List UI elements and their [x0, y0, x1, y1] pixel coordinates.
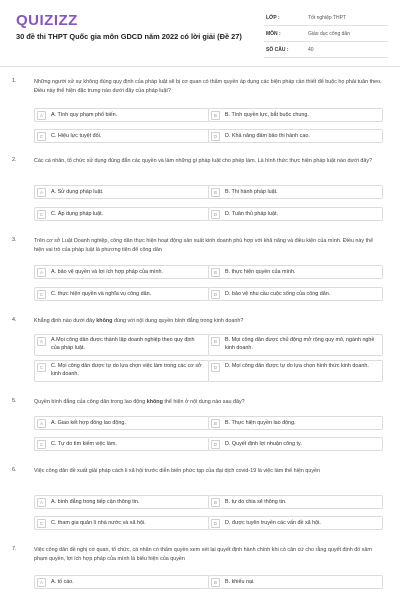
option-text: D. Mọi công dân được tự do lựa chọn hình thức kinh doanh.: [225, 363, 369, 369]
option-b[interactable]: [208, 108, 383, 122]
option-c[interactable]: [34, 207, 209, 221]
option-text: C. Áp dụng pháp luật.: [51, 211, 104, 217]
option-a[interactable]: [34, 495, 209, 509]
option-a[interactable]: [34, 185, 209, 199]
option-c[interactable]: [34, 360, 209, 382]
option-c[interactable]: [34, 437, 209, 451]
option-letter-box: B: [211, 498, 220, 507]
option-text: C. thực hiện quyền và nghĩa vụ công dân.: [51, 291, 152, 297]
meta-label: LỚP :: [266, 14, 280, 21]
meta-table: [264, 10, 388, 58]
question-number: 3.: [12, 237, 17, 243]
question-number: 7.: [12, 546, 17, 552]
meta-row-subject: [264, 26, 388, 42]
question-text-part: Việc công dân đề xuất giải pháp cách li xã hội trước diễn biến phức tạp của đại dịch covid-19 là việc làm thể hiện quyền: [34, 468, 321, 474]
question-text-part: Việc công dân đề nghị cơ quan, tổ chức, cá nhân có thẩm quyền xem xét lại quyết định hành chính khi có căn cứ cho rằng quyết định đó xâm phạm quyền, lợi ích hợp pháp của mình là biểu hiện của quyền: [34, 547, 372, 562]
option-text: D. bảo vệ nhu cầu cuộc sống của công dân.: [225, 291, 331, 297]
option-text: B. khiếu nại.: [225, 579, 255, 585]
option-c[interactable]: [34, 287, 209, 301]
header-divider: [0, 66, 400, 67]
option-text: A. Sử dụng pháp luật.: [51, 189, 104, 195]
question-text-part: Các cá nhân, tổ chức sử dụng đúng đắn các quyền và làm những gì pháp luật cho phép làm. Là hình thức thực hiện pháp luật nào dưới đây?: [34, 158, 373, 164]
option-letter-box: A: [37, 578, 46, 587]
option-letter-box: D: [211, 290, 220, 299]
option-text: A. bảo vệ quyền và lợi ích hợp pháp của mình.: [51, 269, 163, 275]
option-a[interactable]: [34, 575, 209, 589]
option-letter-box: B: [211, 268, 220, 277]
option-b[interactable]: [208, 416, 383, 430]
option-text: B. thực hiện quyền của mình.: [225, 269, 296, 275]
question-text-part: Quyền bình đẳng của công dân trong lao động: [34, 399, 147, 405]
question-text: [34, 237, 384, 254]
question-text-part: Những người xử sự không đúng quy định của pháp luật sẽ bị cơ quan có thẩm quyền áp dụng các biện pháp cần thiết để buộc họ phải tuân theo. Điều này thể hiện đặc trưng nào dưới đây của pháp luật?: [34, 79, 382, 94]
option-letter-box: D: [211, 132, 220, 141]
option-b[interactable]: [208, 334, 383, 356]
option-c[interactable]: [34, 516, 209, 530]
option-text: D. Tuân thủ pháp luật.: [225, 211, 279, 217]
meta-value: 40: [308, 46, 314, 53]
option-text: C. Hiệu lực tuyệt đối.: [51, 133, 102, 139]
option-letter-box: D: [211, 440, 220, 449]
option-b[interactable]: [208, 265, 383, 279]
question-text: [34, 78, 384, 95]
question-text: [34, 467, 384, 476]
option-text: A. bình đẳng trong tiếp cận thông tin.: [51, 499, 140, 505]
option-letter-box: C: [37, 519, 46, 528]
question-text-part: thể hiện ở nội dung nào sau đây?: [162, 399, 245, 405]
question-number: 1.: [12, 78, 17, 84]
meta-value: Giáo dục công dân: [308, 30, 350, 37]
meta-row-grade: [264, 10, 388, 26]
option-letter-box: B: [211, 111, 220, 120]
option-letter-box: A: [37, 337, 46, 346]
question-text: [34, 398, 384, 407]
option-a[interactable]: [34, 108, 209, 122]
option-text: A.Mọi công dân được thành lập doanh nghiệp theo quy định của pháp luật.: [51, 337, 195, 351]
document-title: 30 đề thi THPT Quốc gia môn GDCD năm 2022 có lời giải (Đề 27): [16, 32, 242, 41]
option-d[interactable]: [208, 129, 383, 143]
option-letter-box: A: [37, 419, 46, 428]
question-text: [34, 317, 384, 326]
option-a[interactable]: [34, 334, 209, 356]
option-letter-box: B: [211, 578, 220, 587]
option-d[interactable]: [208, 516, 383, 530]
meta-value: Tốt nghiệp THPT: [308, 14, 346, 21]
meta-label: MÔN :: [266, 30, 281, 37]
option-letter-box: B: [211, 188, 220, 197]
option-letter-box: B: [211, 337, 220, 346]
option-d[interactable]: [208, 437, 383, 451]
option-a[interactable]: [34, 265, 209, 279]
option-letter-box: C: [37, 290, 46, 299]
option-d[interactable]: [208, 360, 383, 382]
option-text: A. Tính quy phạm phổ biến.: [51, 112, 118, 118]
option-letter-box: C: [37, 440, 46, 449]
option-b[interactable]: [208, 185, 383, 199]
option-letter-box: A: [37, 268, 46, 277]
option-letter-box: B: [211, 419, 220, 428]
option-d[interactable]: [208, 207, 383, 221]
option-text: B. Tính quyền lực, bắt buộc chung.: [225, 112, 309, 118]
option-letter-box: A: [37, 498, 46, 507]
question-number: 6.: [12, 467, 17, 473]
option-letter-box: A: [37, 111, 46, 120]
option-letter-box: C: [37, 363, 46, 372]
option-text: C. Tự do tìm kiếm việc làm.: [51, 441, 117, 447]
page-header: [0, 0, 400, 66]
question-text-part: đúng với nội dung quyền bình đẳng trong kinh doanh?: [112, 318, 244, 324]
option-letter-box: D: [211, 519, 220, 528]
option-text: D. Khả năng đảm bảo thi hành cao.: [225, 133, 310, 139]
option-letter-box: A: [37, 188, 46, 197]
option-letter-box: D: [211, 210, 220, 219]
option-text: C. Mọi công dân được tự do lựa chọn việc làm trong các cơ sở kinh doanh.: [51, 363, 202, 377]
option-letter-box: C: [37, 210, 46, 219]
question-text: [34, 157, 384, 166]
option-text: D. được tuyên truyền các vấn đề xã hội.: [225, 520, 321, 526]
option-text: B. tự do chia sẻ thông tin.: [225, 499, 287, 505]
question-number: 5.: [12, 398, 17, 404]
question-number: 4.: [12, 317, 17, 323]
option-text: A. tố cáo.: [51, 579, 74, 585]
question-text-emphasis: không: [146, 399, 163, 405]
quizizz-logo: QUIZIZZ: [16, 12, 78, 29]
option-a[interactable]: [34, 416, 209, 430]
question-text-emphasis: không: [96, 318, 113, 324]
option-c[interactable]: [34, 129, 209, 143]
question-number: 2.: [12, 157, 17, 163]
question-text-part: Khẳng định nào dưới đây: [34, 318, 97, 324]
option-b[interactable]: [208, 575, 383, 589]
option-letter-box: D: [211, 363, 220, 372]
option-text: B. Mọi công dân được chủ động mở rộng quy mô, ngành nghề kinh doanh.: [225, 337, 375, 351]
option-b[interactable]: [208, 495, 383, 509]
question-text: [34, 546, 384, 563]
option-text: C. tham gia quản lí nhà nước và xã hội.: [51, 520, 146, 526]
option-text: B. Thực hiện quyền lao động.: [225, 420, 296, 426]
question-text-part: Trên cơ sở Luật Doanh nghiệp, công dân thực hiện hoạt động sản xuất kinh doanh phù hợp với khả năng và điều kiện của mình. Điều này thể hiện vai trò của pháp luật là phương tiện để công dân: [34, 238, 374, 253]
option-letter-box: C: [37, 132, 46, 141]
option-text: D. Quyết định lợi nhuận công ty.: [225, 441, 302, 447]
option-text: B. Thi hành pháp luật.: [225, 189, 278, 195]
meta-row-count: [264, 42, 388, 58]
meta-label: SỐ CÂU :: [266, 46, 289, 53]
option-text: A. Giao kết hợp đồng lao động.: [51, 420, 126, 426]
option-d[interactable]: [208, 287, 383, 301]
